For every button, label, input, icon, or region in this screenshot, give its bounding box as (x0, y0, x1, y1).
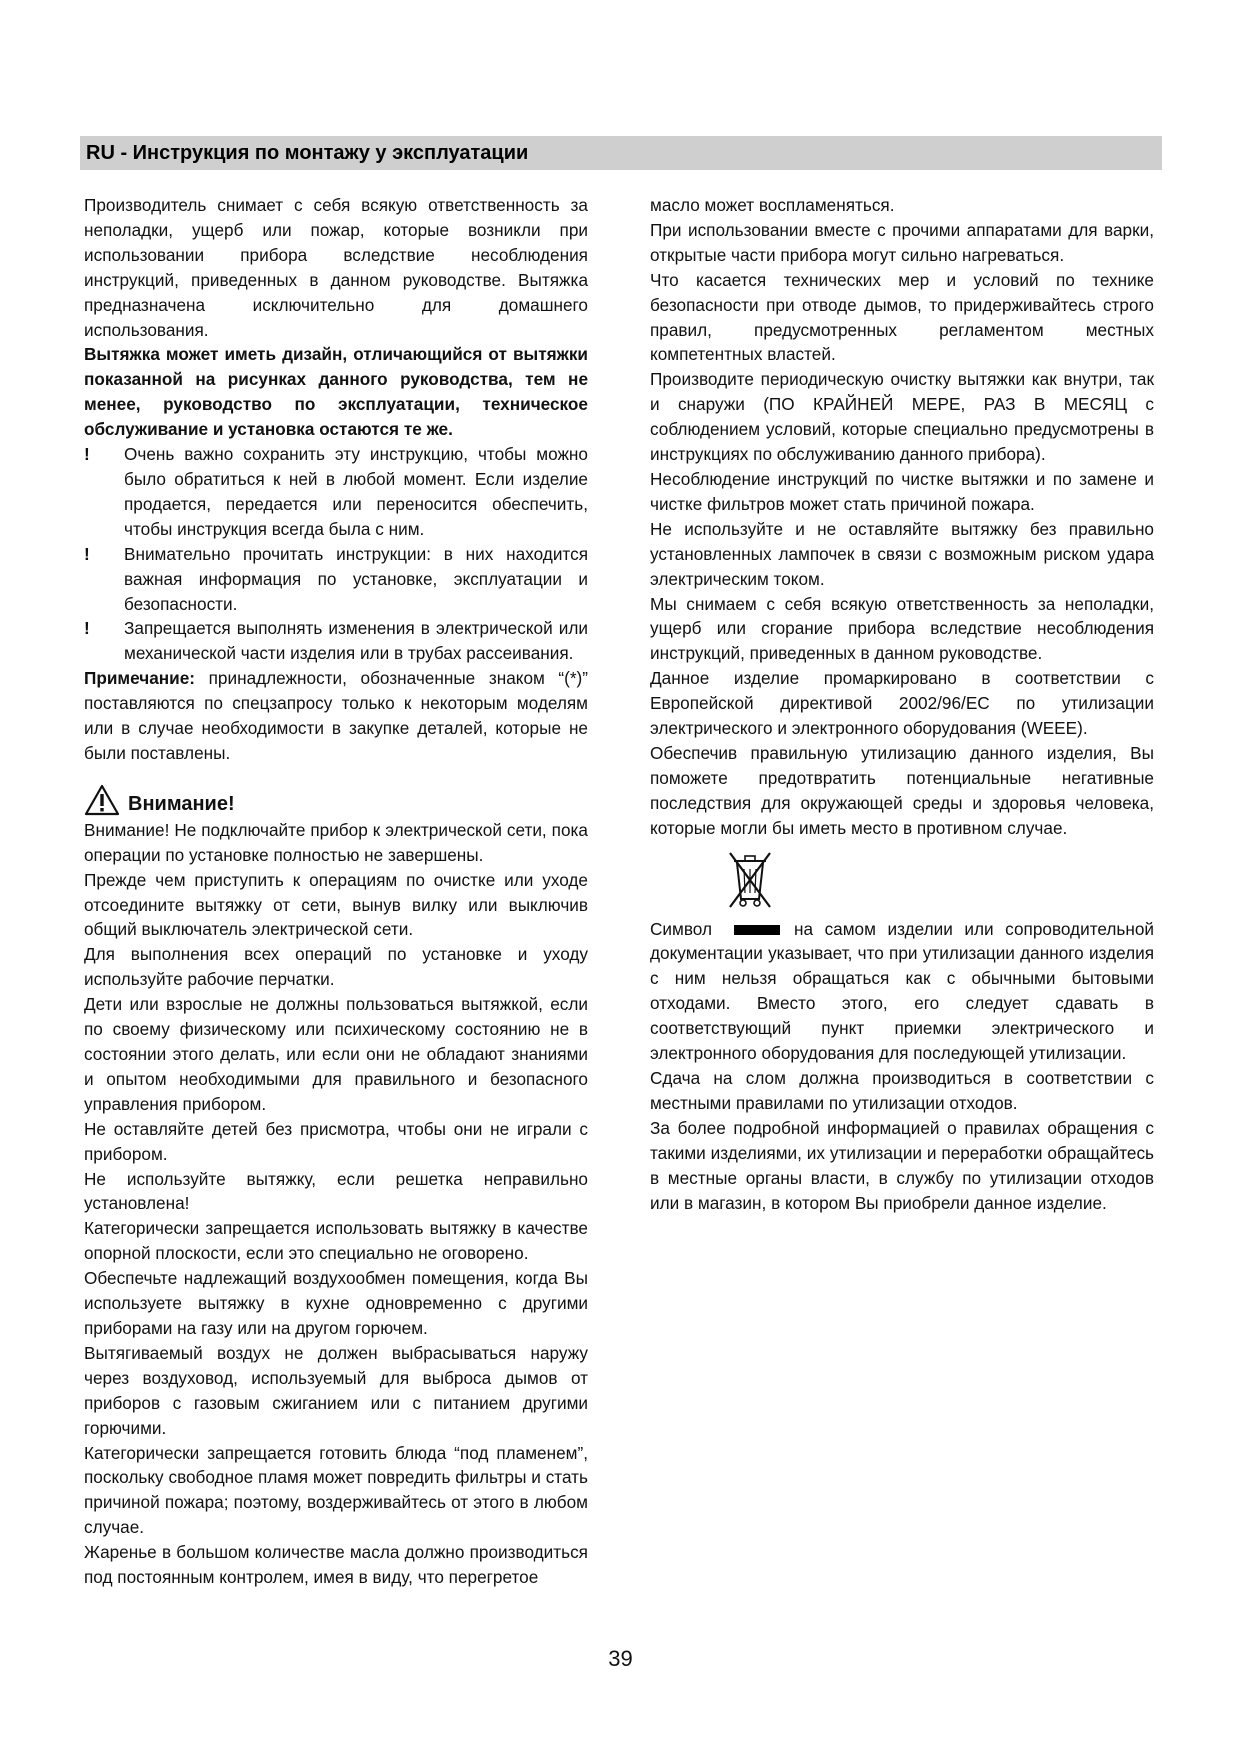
warning-paragraph: Жаренье в большом количестве масла должно производиться под постоянным контролем, имея в виду, что перегретое (84, 1542, 588, 1588)
body-paragraph: При использовании вместе с прочими аппаратами для варки, открытые части прибора могут сильно нагреваться. (650, 219, 1154, 265)
exclamation-mark: ! (84, 444, 90, 465)
page-number: 39 (608, 1646, 633, 1671)
warning-paragraph: Прежде чем приступить к операциям по очистке или уходе отсоедините вытяжку от сети, вынув вилку или выключив общий выключатель электрической сети. (84, 869, 588, 940)
intro-paragraph: Производитель снимает с себя всякую ответственность за неполадки, ущерб или пожар, которые возникли при использовании прибора вследствие несоблюдения инструкций, приведенных в данном руководстве. Вытяжка предназначена исключительно для домашнего использования. (84, 195, 588, 340)
bullet-text: Внимательно прочитать инструкции: в них находится важная информация по установке, эксплуатации и безопасности. (124, 543, 588, 614)
bullet-item (84, 542, 588, 617)
note-text: принадлежности, обозначенные знаком “(*)” поставляются по спецзапросу только к некоторым моделям или в случае необходимости в закупке деталей, которые не были поставлены. (84, 668, 588, 763)
warning-paragraph: Дети или взрослые не должны пользоваться вытяжкой, если по своему физическому или психическому состоянию не в состоянии этого делать, или если они не обладают знаниями и опытом необходимыми для правильного и безопасного управления прибором. (84, 994, 588, 1114)
body-paragraph: Что касается технических мер и условий по технике безопасности при отводе дымов, то придерживайтесь строго правил, предусмотренных регламентом местных компетентных властей. (650, 269, 1154, 365)
body-paragraph: Несоблюдение инструкций по чистке вытяжки и по замене и чистке фильтров может стать причиной пожара. (650, 468, 1154, 514)
warning-paragraph: Для выполнения всех операций по установке и уходу используйте рабочие перчатки. (84, 944, 588, 990)
warning-paragraph: Не оставляйте детей без присмотра, чтобы они не играли с прибором. (84, 1118, 588, 1164)
body-paragraph: Обеспечив правильную утилизацию данного изделия, Вы поможете предотвратить потенциальные негативные последствия для окружающей среды и здоровья человека, которые могли бы иметь место в противном случае. (650, 742, 1154, 838)
exclamation-mark: ! (84, 543, 90, 564)
warning-title: Внимание! (128, 792, 235, 815)
symbol-paragraph (650, 917, 1154, 1066)
body-paragraph: Не используйте и не оставляйте вытяжку без правильно установленных лампочек в связи с возможным риском удара электрическим током. (650, 518, 1154, 589)
section-title: RU - Инструкция по монтажу у эксплуатации (86, 142, 529, 164)
black-bar-symbol (734, 925, 780, 935)
warning-triangle-icon (84, 784, 120, 816)
bullet-item (84, 616, 588, 666)
weee-symbol-area (650, 847, 1154, 917)
body-paragraph: Данное изделие промаркировано в соответствии с Европейской директивой 2002/96/EC по утилизации электрического и электронного оборудования (WEEE). (650, 668, 1154, 739)
warning-paragraph: Категорически запрещается использовать вытяжку в качестве опорной плоскости, если это специально не оговорено. (84, 1218, 588, 1264)
note-label: Примечание: (84, 668, 196, 689)
note-paragraph (84, 666, 588, 766)
warning-paragraph: Вытягиваемый воздух не должен выбрасываться наружу через воздуховод, используемый для выброса дымов от приборов с газовым сжиганием или с питанием другими горючими. (84, 1342, 588, 1438)
warning-paragraph: Не используйте вытяжку, если решетка неправильно установлена! (84, 1168, 588, 1214)
warning-heading (84, 780, 588, 816)
symbol-text: на самом изделии или сопроводительной документации указывает, что при утилизации данного изделия с ним нельзя обращаться как с обычными бытовыми отходами. Вместо этого, его следует сдавать в соответствующий пункт приемки электрического и электронного оборудования для последующей утилизации. (650, 918, 1154, 1064)
symbol-prefix: Символ (650, 918, 712, 939)
bullet-text: Очень важно сохранить эту инструкцию, чтобы можно было обратиться к ней в любой момент. Если изделие продается, передается или переносится обеспечить, чтобы инструкция всегда была с ним. (124, 444, 588, 539)
body-paragraph: масло может воспламеняться. (650, 195, 895, 215)
section-header-bar (80, 136, 1162, 170)
body-paragraph: Мы снимаем с себя всякую ответственность за неполадки, ущерб или сгорание прибора вследствие несоблюдения инструкций, приведенных в данном руководстве. (650, 593, 1154, 664)
right-column (650, 193, 1154, 1215)
warning-paragraph: Обеспечьте надлежащий воздухообмен помещения, когда Вы используете вытяжку в кухне одновременно с другими приборами на газу или на другом горючем. (84, 1268, 588, 1338)
exclamation-mark: ! (84, 618, 90, 639)
body-paragraph: Производите периодическую очистку вытяжки как внутри, так и снаружи (ПО КРАЙНЕЙ МЕРЕ, РАЗ В МЕСЯЦ с соблюдением условий, которые специально предусмотрены в инструкциях по обслуживанию данного прибора). (650, 369, 1154, 465)
bullet-item (84, 442, 588, 542)
left-column (84, 193, 588, 1590)
warning-paragraph: Внимание! Не подключайте прибор к электрической сети, пока операции по установке полностью не завершены. (84, 819, 588, 865)
body-paragraph: За более подробной информацией о правилах обращения с такими изделиями, их утилизации и переработки обращайтесь в местные органы власти, в службу по утилизации отходов или в магазин, в котором Вы приобрели данное изделие. (650, 1117, 1154, 1213)
bullet-text: Запрещается выполнять изменения в электрической или механической части изделия или в трубах рассеивания. (124, 618, 588, 664)
warning-paragraph: Категорически запрещается готовить блюда “под пламенем”, поскольку свободное пламя может повредить фильтры и стать причиной пожара; поэтому, воздерживайтесь от этого в любом случае. (84, 1442, 588, 1538)
body-paragraph: Сдача на слом должна производиться в соответствии с местными правилами по утилизации отходов. (650, 1068, 1154, 1113)
crossed-out-wheelie-bin-icon (724, 847, 776, 911)
design-notice: Вытяжка может иметь дизайн, отличающийся от вытяжки показанной на рисунках данного руководства, тем не менее, руководство по эксплуатации, техническое обслуживание и установка остаются те же. (84, 344, 588, 440)
